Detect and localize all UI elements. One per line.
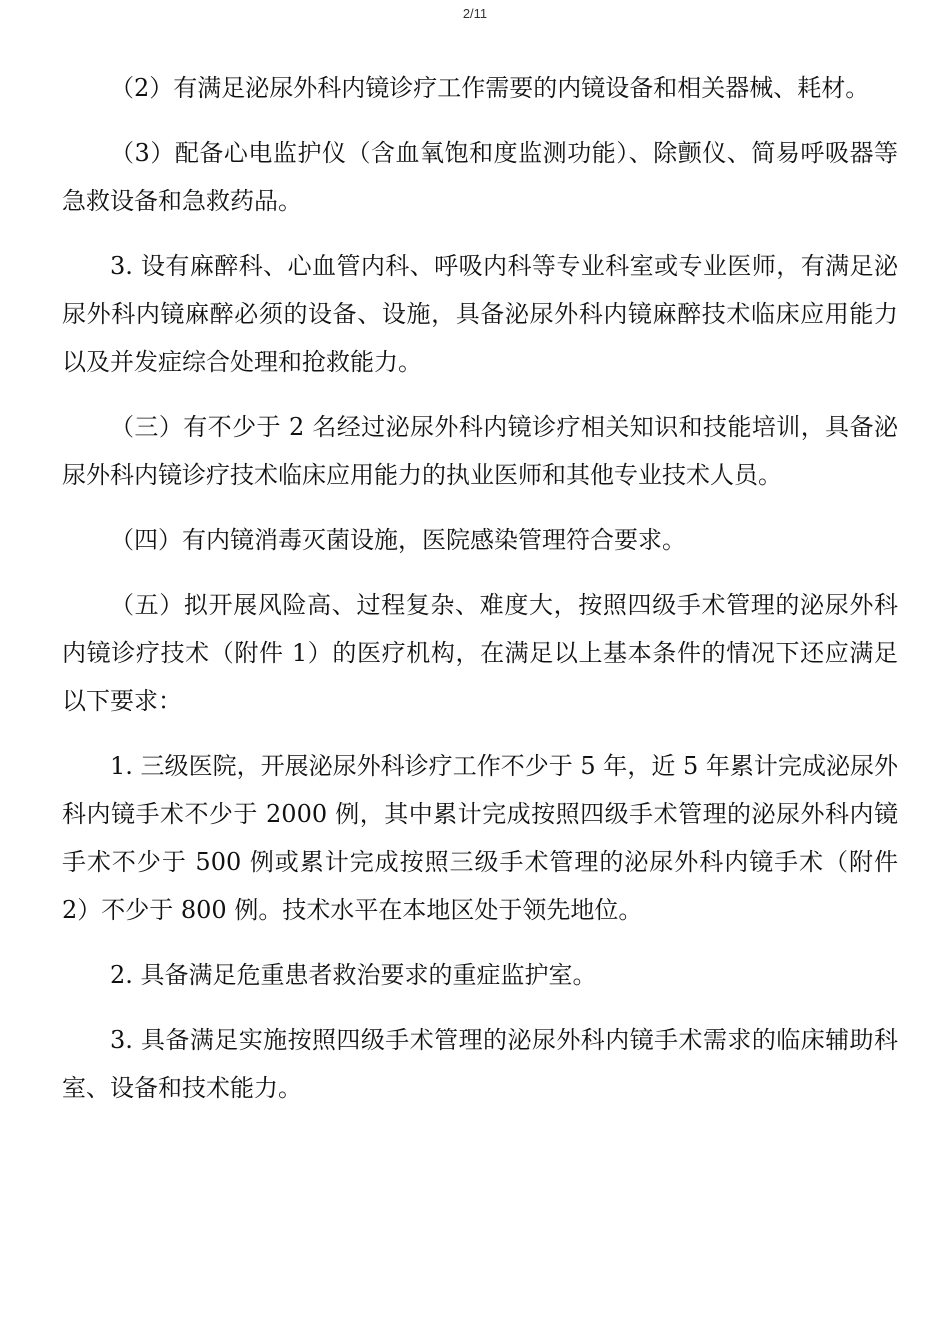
paragraph-disinfection: （四）有内镜消毒灭菌设施，医院感染管理符合要求。: [110, 526, 686, 554]
paragraph-hospital-experience: 1. 三级医院，开展泌尿外科诊疗工作不少于 5 年，近 5 年累计完成泌尿外科内镜手术不少于 2000 例，其中累计完成按照四级手术管理的泌尿外科内镜手术不少于 500 例或累计完成按照三级手术管理的泌尿外科内镜手术（附件 2）不少于 800 例。技术水平在本地区处于领先地位。: [62, 752, 898, 924]
page-number: 2/11: [462, 6, 488, 21]
paragraph-auxiliary-departments: 3. 具备满足实施按照四级手术管理的泌尿外科内镜手术需求的临床辅助科室、设备和技术能力。: [62, 1026, 898, 1102]
document-body: [62, 64, 898, 1112]
paragraph-equipment: （2）有满足泌尿外科内镜诊疗工作需要的内镜设备和相关器械、耗材。: [110, 74, 870, 102]
paragraph-anesthesia: 3. 设有麻醉科、心血管内科、呼吸内科等专业科室或专业医师，有满足泌尿外科内镜麻醉必须的设备、设施，具备泌尿外科内镜麻醉技术临床应用能力以及并发症综合处理和抢救能力。: [62, 252, 898, 376]
paragraph-emergency-equipment: （3）配备心电监护仪（含血氧饱和度监测功能）、除颤仪、简易呼吸器等急救设备和急救药品。: [62, 139, 898, 215]
paragraph-level-four-requirements: （五）拟开展风险高、过程复杂、难度大，按照四级手术管理的泌尿外科内镜诊疗技术（附件 1）的医疗机构，在满足以上基本条件的情况下还应满足以下要求：: [62, 591, 898, 715]
paragraph-icu: 2. 具备满足危重患者救治要求的重症监护室。: [110, 961, 597, 989]
paragraph-personnel: （三）有不少于 2 名经过泌尿外科内镜诊疗相关知识和技能培训，具备泌尿外科内镜诊疗技术临床应用能力的执业医师和其他专业技术人员。: [62, 413, 898, 489]
